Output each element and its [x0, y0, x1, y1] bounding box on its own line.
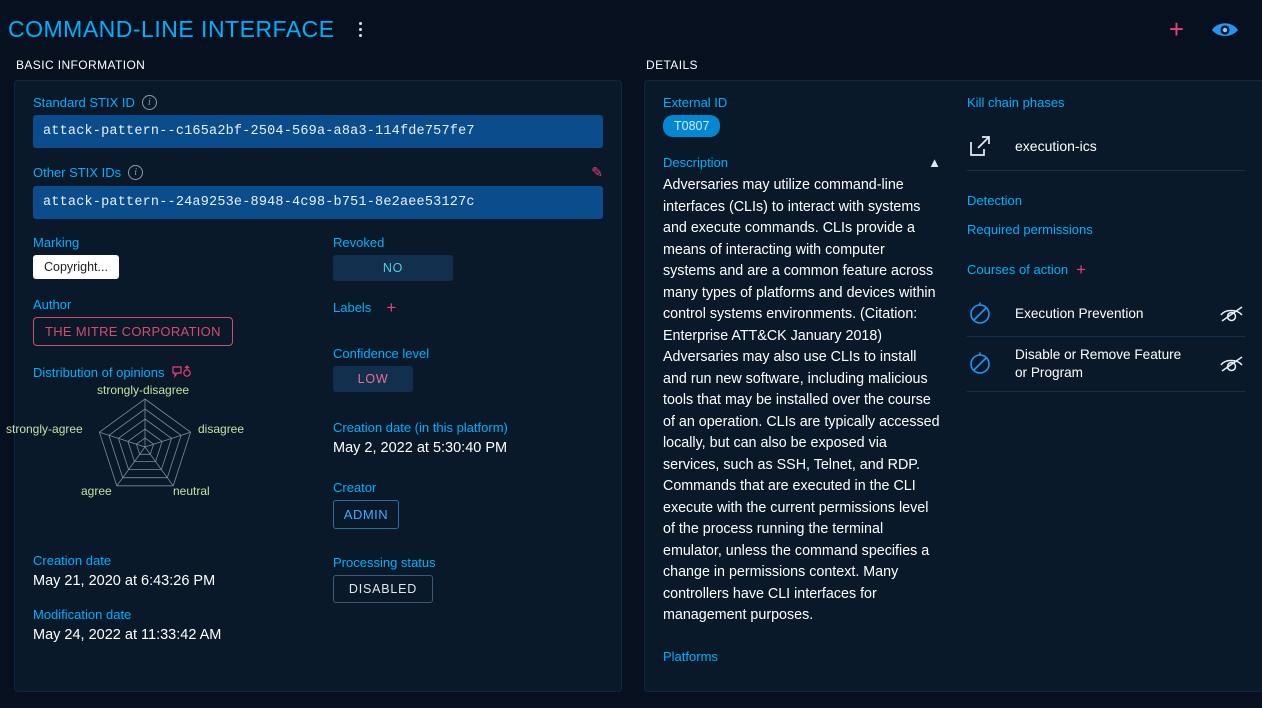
creation-platform-label: Creation date (in this platform)	[333, 420, 508, 435]
basic-information-column	[6, 58, 622, 692]
distribution-radar-chart	[6, 383, 333, 535]
courses-of-action-label-text: Courses of action	[967, 262, 1069, 277]
processing-status-value: DISABLED	[333, 575, 433, 603]
header-actions	[1169, 16, 1254, 42]
vertical-dots-icon	[359, 22, 362, 25]
basic-information-label: BASIC INFORMATION	[16, 58, 146, 72]
details-label: DETAILS	[646, 58, 698, 72]
creator-block	[333, 480, 603, 529]
labels-label-text: Labels	[333, 300, 372, 315]
description-label-text: Description	[663, 155, 729, 170]
marking-chip[interactable]: Copyright...	[33, 255, 119, 279]
vertical-dots-icon	[359, 28, 362, 31]
marking-label: Marking	[33, 235, 80, 250]
platforms-label: Platforms	[663, 648, 718, 664]
info-icon[interactable]: i	[142, 95, 157, 110]
radar-axis-label: strongly-disagree	[97, 383, 190, 397]
modification-date-value: May 24, 2022 at 11:33:42 AM	[33, 627, 222, 643]
no-entry-icon	[967, 351, 993, 377]
creation-date-value: May 21, 2020 at 6:43:26 PM	[33, 573, 216, 589]
basic-info-right-subcolumn	[333, 235, 603, 661]
confidence-label: Confidence level	[333, 346, 430, 361]
revoked-block	[333, 235, 603, 281]
standard-stix-id-label	[33, 95, 603, 110]
eye-slash-icon[interactable]	[1219, 354, 1245, 374]
creator-value[interactable]: ADMIN	[333, 500, 399, 529]
add-label-button[interactable]: +	[386, 298, 397, 317]
creation-platform-value: May 2, 2022 at 5:30:40 PM	[333, 440, 508, 456]
kill-chain-phase-name: execution-ics	[1015, 138, 1097, 154]
vertical-dots-icon	[359, 34, 362, 37]
description-text: Adversaries may utilize command-line interfaces (CLIs) to interact with systems and execute commands. CLIs provide a means of interacting with computer systems and are a common feature across many types of platforms and devices within control systems environments. (Citation: Enterprise ATT&CK January 2018) Adversaries may also use CLIs to install and run new software, including malicious tools that may be installed over the course of an operation. CLIs are typically accessed locally, but can also be exposed via services, such as SSH, Telnet, and RDP. Commands that are executed in the CLI execute with the current permissions level of the process running the terminal emulator, unless the command specifies a change in permissions context. Many controllers have CLI interfaces for management purposes.	[663, 177, 940, 623]
more-options-button[interactable]	[347, 15, 375, 43]
other-stix-ids-label	[33, 164, 603, 181]
creator-label: Creator	[333, 480, 377, 495]
author-label: Author	[33, 297, 72, 312]
modification-date-block	[33, 607, 333, 643]
labels-label	[333, 299, 603, 316]
labels-block	[333, 299, 603, 316]
radar-axis-label: disagree	[198, 422, 245, 436]
required-permissions-label: Required permissions	[967, 222, 1093, 237]
other-stix-ids-value[interactable]: attack-pattern--24a9253e-8948-4c98-b751-8e2aee53127c	[33, 186, 603, 219]
confidence-block	[333, 346, 603, 392]
external-id-chip[interactable]: T0807	[663, 115, 720, 137]
modification-date-label: Modification date	[33, 607, 132, 622]
no-entry-icon	[967, 301, 993, 327]
details-side-column	[967, 95, 1245, 669]
distribution-block	[6, 364, 333, 535]
basic-information-panel	[6, 80, 622, 692]
radar-axis-label: agree	[81, 484, 112, 498]
courses-of-action-label	[967, 261, 1245, 278]
kill-chain-label: Kill chain phases	[967, 95, 1065, 110]
radar-axis-label: neutral	[173, 484, 210, 498]
processing-status-block	[333, 555, 603, 603]
eye-slash-icon[interactable]	[1219, 304, 1245, 324]
add-button[interactable]: +	[1168, 14, 1184, 44]
creation-date-block	[33, 553, 333, 589]
author-block	[33, 297, 333, 346]
details-column	[644, 58, 1262, 692]
revoked-label: Revoked	[333, 235, 385, 250]
author-chip[interactable]: THE MITRE CORPORATION	[33, 317, 233, 346]
other-stix-ids-label-text: Other STIX IDs	[33, 165, 122, 180]
creation-date-label: Creation date	[33, 553, 112, 568]
edit-pencil-icon[interactable]: ✎	[591, 164, 603, 180]
external-link-icon	[967, 133, 993, 159]
radar-axis-label: strongly-agree	[6, 422, 83, 436]
external-id-label: External ID	[663, 95, 728, 110]
course-of-action-row[interactable]	[967, 337, 1245, 392]
add-course-of-action-button[interactable]: +	[1076, 260, 1087, 279]
details-panel	[644, 80, 1262, 692]
details-main-column	[663, 95, 941, 669]
page-header	[8, 0, 1254, 58]
distribution-label	[33, 364, 333, 380]
basic-info-grid	[6, 235, 603, 661]
details-grid	[663, 95, 1245, 669]
course-of-action-row[interactable]	[967, 292, 1245, 337]
description-label	[663, 155, 941, 170]
creation-platform-block	[333, 420, 603, 456]
page-title: COMMAND-LINE INTERFACE	[8, 15, 335, 42]
eye-icon[interactable]	[1210, 18, 1240, 40]
marking-block	[33, 235, 333, 279]
info-icon[interactable]: i	[128, 165, 143, 180]
standard-stix-id-value[interactable]: attack-pattern--c165a2bf-2504-569a-a8a3-114fde757fe7	[33, 115, 603, 148]
course-of-action-name: Disable or Remove Feature or Program	[1015, 347, 1182, 380]
chevron-up-icon[interactable]: ▲	[928, 155, 941, 170]
standard-stix-id-label-text: Standard STIX ID	[33, 95, 135, 110]
revoked-value: NO	[333, 255, 453, 281]
processing-status-label: Processing status	[333, 555, 436, 570]
content-columns	[8, 58, 1254, 692]
opinion-icon[interactable]	[172, 364, 192, 380]
course-of-action-name: Execution Prevention	[1015, 306, 1144, 321]
confidence-value: LOW	[333, 366, 413, 392]
distribution-label-text: Distribution of opinions	[33, 364, 165, 380]
kill-chain-row[interactable]	[967, 124, 1245, 171]
detection-label: Detection	[967, 193, 1022, 208]
basic-info-left-subcolumn	[6, 235, 333, 661]
